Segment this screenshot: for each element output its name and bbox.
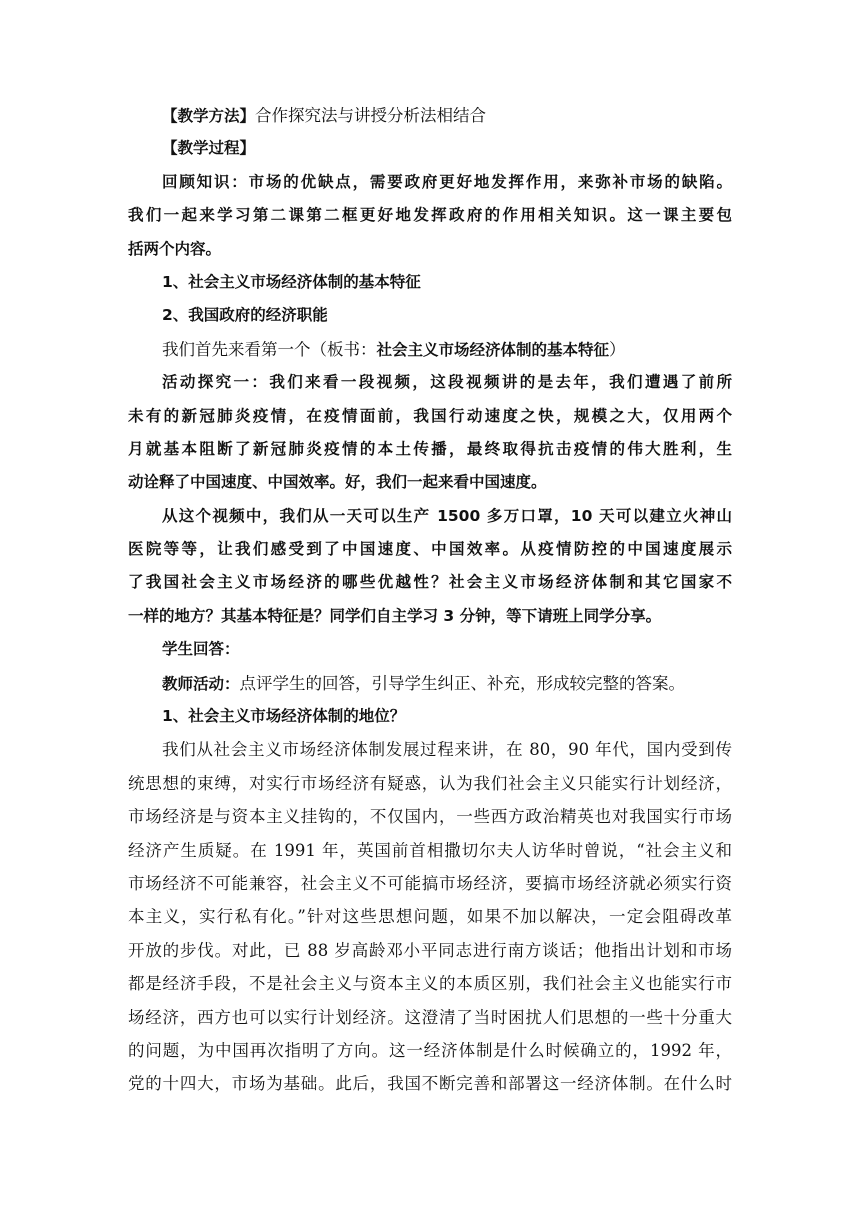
history-para-line-7: 开放的步伐。对此，已 88 岁高龄邓小平同志进行南方谈话；他指出计划和市场: [128, 940, 732, 960]
video-para-line-2: 医院等等，让我们感受到了中国速度、中国效率。从疫情防控的中国速度展示: [128, 540, 732, 559]
history-para-line-11: 党的十四大，市场为基础。此后，我国不断完善和部署这一经济体制。在什么时: [128, 1074, 732, 1094]
history-para-line-2: 统思想的束缚，对实行市场经济有疑惑，认为我们社会主义只能实行计划经济，: [128, 773, 732, 793]
outline-item-2: 2、我国政府的经济职能: [162, 306, 328, 325]
history-para-line-8: 都是经济手段，不是社会主义与资本主义的本质区别，我们社会主义也能实行市: [128, 974, 732, 994]
activity1-line-4: 动诠释了中国速度、中国效率。好，我们一起来看中国速度。: [128, 473, 547, 492]
activity1-line-3: 月就基本阻断了新冠肺炎疫情的本土传播，最终取得抗击疫情的伟大胜利，生: [128, 439, 732, 458]
student-answer-label: 学生回答：: [162, 640, 240, 659]
review-line-1: 回顾知识：市场的优缺点，需要政府更好地发挥作用，来弥补市场的缺陷。: [162, 172, 732, 191]
history-para-line-10: 的问题，为中国再次指明了方向。这一经济体制是什么时候确立的，1992 年，: [128, 1040, 732, 1060]
activity1-line-2: 未有的新冠肺炎疫情，在疫情面前，我国行动速度之快，规模之大，仅用两个: [128, 406, 732, 425]
teaching-method-heading: 【教学方法】: [162, 107, 256, 125]
video-para-line-1: 从这个视频中，我们从一天可以生产 1500 多万口罩，10 天可以建立火神山: [162, 506, 732, 525]
history-para-line-4: 经济产生质疑。在 1991 年，英国前首相撒切尔夫人访华时曾说，“社会主义和: [128, 840, 732, 860]
review-line-3: 括两个内容。: [128, 239, 222, 258]
review-line-2: 我们一起来学习第二课第二框更好地发挥政府的作用相关知识。这一课主要包: [128, 206, 732, 225]
activity1-line-1: 活动探究一：我们来看一段视频，这段视频讲的是去年，我们遭遇了前所: [162, 373, 732, 392]
first-look-prefix: 我们首先来看第一个（板书：: [162, 339, 377, 359]
history-para-line-3: 市场经济是与资本主义挂钩的，不仅国内，一些西方政治精英也对我国实行市场: [128, 807, 732, 827]
history-para-line-9: 场经济，西方也可以实行计划经济。这澄清了当时困扰人们思想的一些十分重大: [128, 1007, 732, 1027]
video-para-line-4: 一样的地方？其基本特征是？同学们自主学习 3 分钟，等下请班上同学分享。: [128, 606, 662, 625]
first-look-line: [128, 333, 732, 366]
teaching-method-line: [128, 99, 732, 132]
history-para-line-1: 我们从社会主义市场经济体制发展过程来讲，在 80，90 年代，国内受到传: [162, 740, 732, 760]
video-para-line-3: 了我国社会主义市场经济的哪些优越性？社会主义市场经济体制和其它国家不: [128, 573, 732, 592]
teaching-process-heading: 【教学过程】: [162, 139, 256, 158]
question-1: 1、社会主义市场经济体制的地位？: [162, 707, 406, 726]
history-para-line-6: 本主义，实行私有化。”针对这些思想问题，如果不加以解决，一定会阻碍改革: [128, 907, 732, 927]
outline-item-1: 1、社会主义市场经济体制的基本特征: [162, 272, 421, 291]
board-writing: 社会主义市场经济体制的基本特征: [376, 340, 610, 359]
first-look-suffix: ）: [609, 339, 626, 359]
teacher-activity-text: 点评学生的回答，引导学生纠正、补充，形成较完整的答案。: [239, 673, 686, 693]
history-para-line-5: 市场经济不可能兼容，社会主义不可能搞市场经济，要搞市场经济就必须实行资: [128, 873, 732, 893]
teacher-activity-line: [128, 667, 732, 700]
teaching-method-text: 合作探究法与讲授分析法相结合: [255, 106, 487, 125]
document-body: [128, 99, 732, 1101]
teacher-activity-label: 教师活动：: [162, 674, 240, 693]
